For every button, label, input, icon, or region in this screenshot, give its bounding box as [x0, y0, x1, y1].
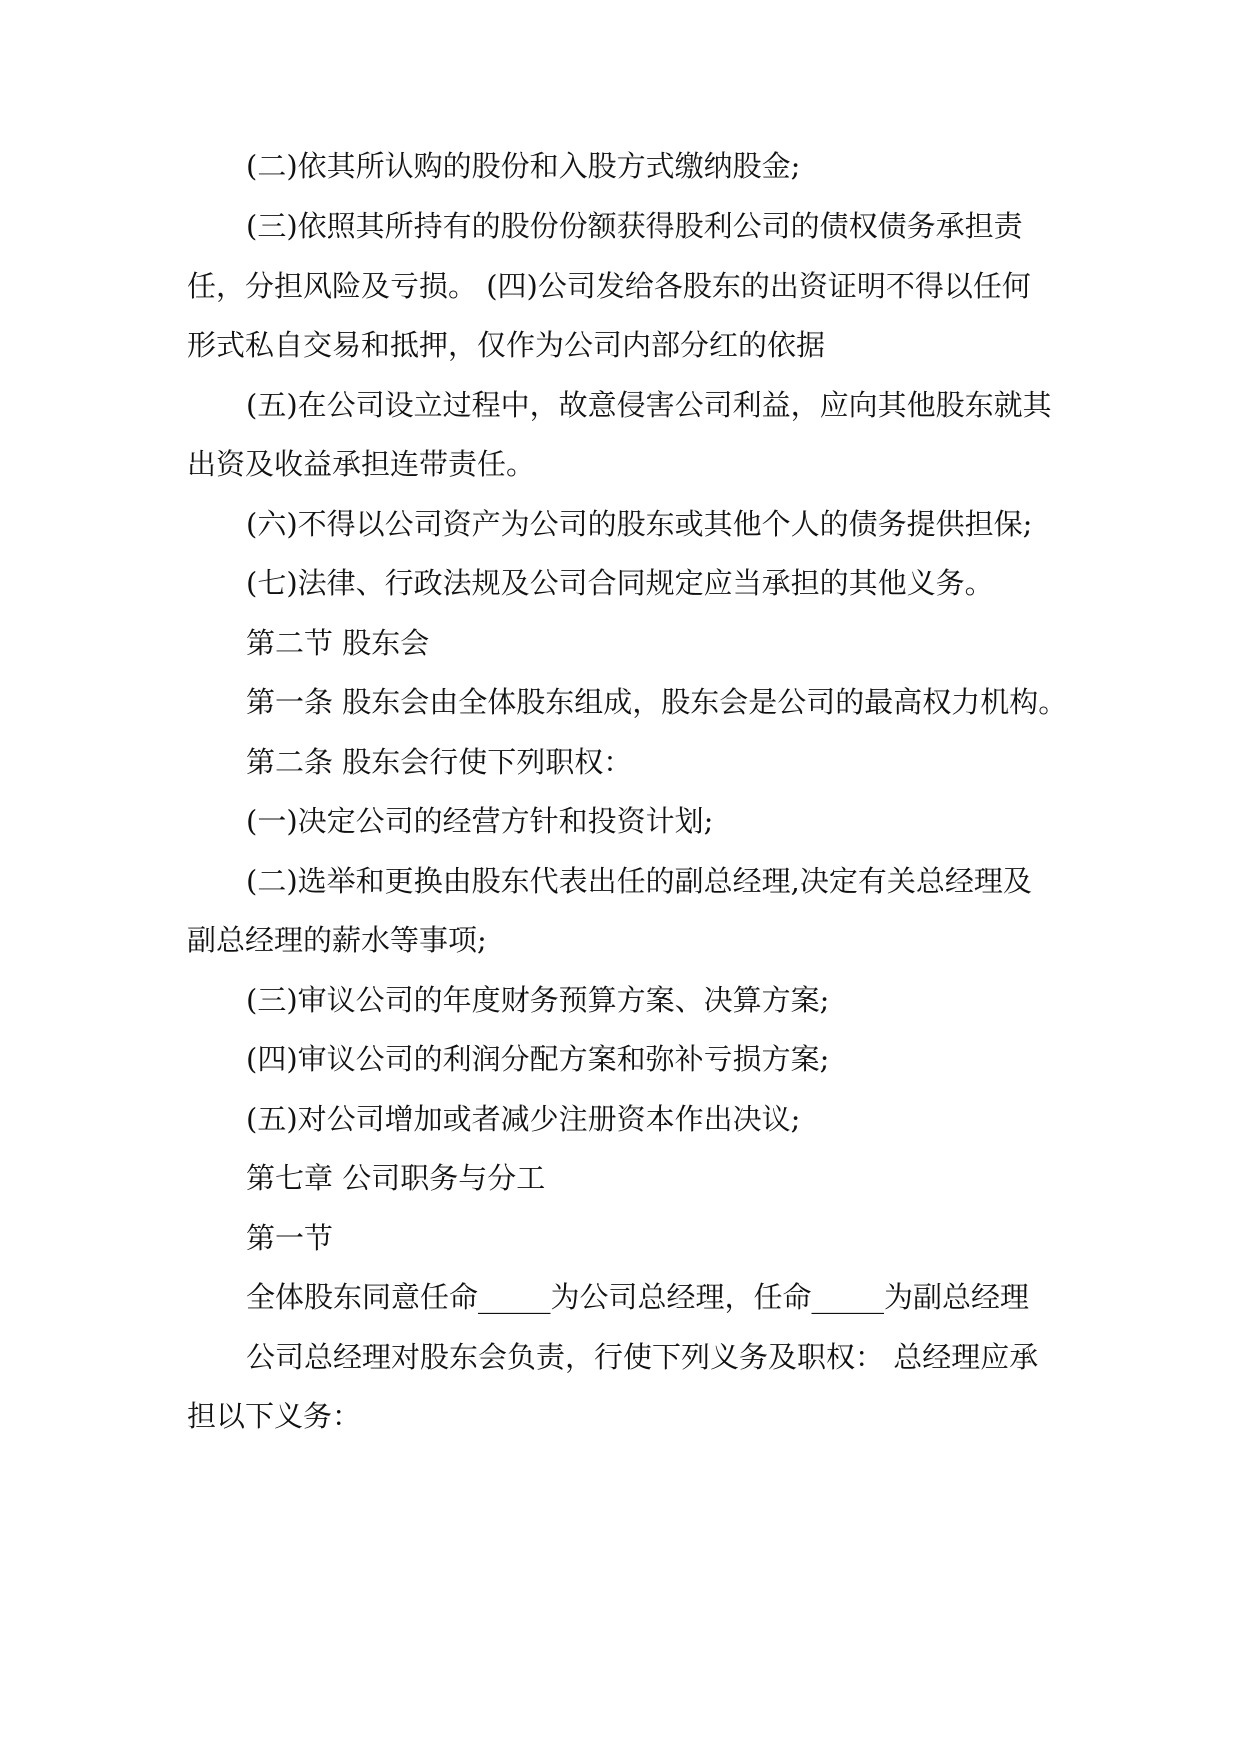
text-line: 全体股东同意任命_____为公司总经理，任命_____为副总经理 — [246, 1280, 1030, 1314]
text-line: (二)选举和更换由股东代表出任的副总经理,决定有关总经理及 — [246, 864, 1032, 898]
text-line: 副总经理的薪水等事项; — [187, 923, 487, 957]
text-line: 第二条 股东会行使下列职权： — [246, 745, 633, 779]
section-heading: 第二节 股东会 — [246, 626, 430, 660]
text-line: (四)审议公司的利润分配方案和弥补亏损方案; — [246, 1042, 830, 1076]
text-line: (五)对公司增加或者减少注册资本作出决议; — [246, 1102, 801, 1136]
text-line: 公司总经理对股东会负责，行使下列义务及职权： 总经理应承 — [246, 1340, 1039, 1374]
text-line: (二)依其所认购的股份和入股方式缴纳股金; — [246, 149, 801, 183]
text-line: 任，分担风险及亏损。 (四)公司发给各股东的出资证明不得以任何 — [187, 269, 1031, 303]
text-line: 第一条 股东会由全体股东组成，股东会是公司的最高权力机构。 — [246, 685, 1068, 719]
text-line: 出资及收益承担连带责任。 — [187, 447, 536, 481]
text-line: (五)在公司设立过程中，故意侵害公司利益，应向其他股东就其 — [246, 388, 1052, 422]
text-line: (七)法律、行政法规及公司合同规定应当承担的其他义务。 — [246, 566, 994, 600]
text-line: 担以下义务： — [187, 1399, 362, 1433]
chapter-heading: 第七章 公司职务与分工 — [246, 1161, 546, 1195]
text-line: (一)决定公司的经营方针和投资计划; — [246, 804, 714, 838]
section-heading: 第一节 — [246, 1221, 334, 1255]
text-line: (三)依照其所持有的股份份额获得股利公司的债权债务承担责 — [246, 209, 1023, 243]
text-line: (三)审议公司的年度财务预算方案、决算方案; — [246, 983, 830, 1017]
text-line: (六)不得以公司资产为公司的股东或其他个人的债务提供担保; — [246, 507, 1033, 541]
text-line: 形式私自交易和抵押，仅作为公司内部分红的依据 — [187, 328, 826, 362]
